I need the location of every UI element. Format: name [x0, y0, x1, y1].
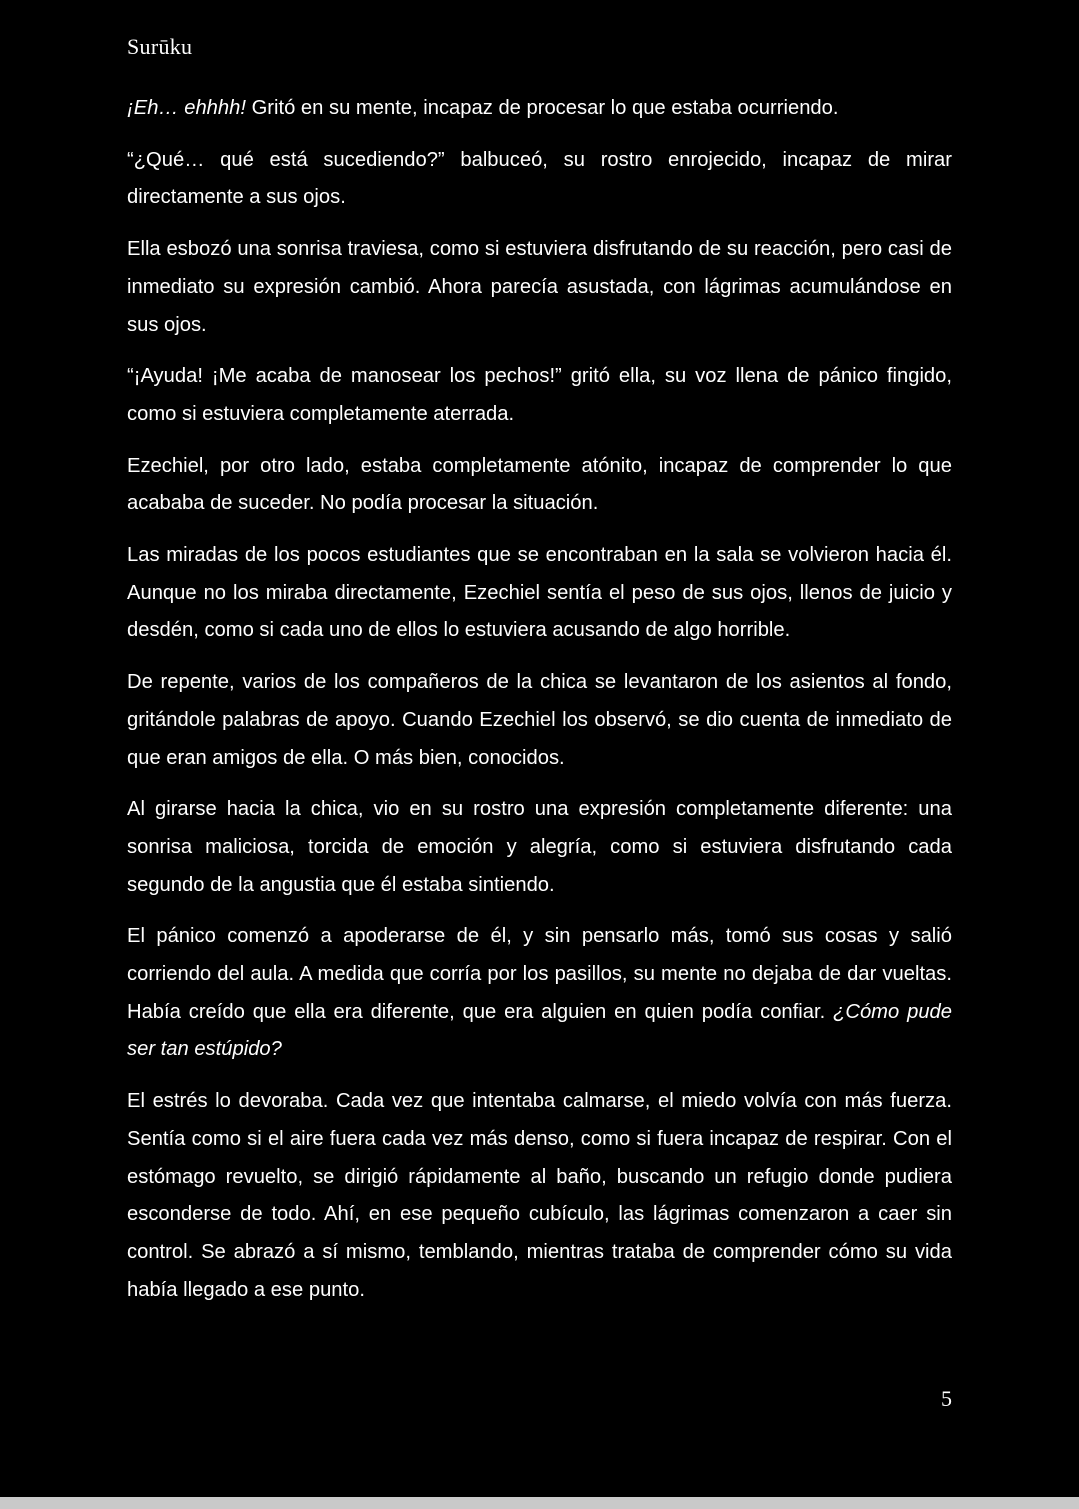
paragraph: “¿Qué… qué está sucediendo?” balbuceó, su rostro enrojecido, incapaz de mirar directamente a sus ojos. — [127, 148, 952, 209]
paragraph: Ezechiel, por otro lado, estaba completamente atónito, incapaz de comprender lo que acababa de suceder. No podía procesar la situación. — [127, 454, 952, 515]
paragraph: El estrés lo devoraba. Cada vez que intentaba calmarse, el miedo volvía con más fuerza. Sentía como si el aire fuera cada vez más denso, como si fuera incapaz de respirar. Con el estómago revuelto, se dirigió rápidamente al baño, buscando un refugio donde pudiera esconderse de todo. Ahí, en ese pequeño cubículo, las lágrimas comenzaron a caer sin control. Se abrazó a sí mismo, temblando, mientras trataba de comprender cómo su vida había llegado a ese punto. — [127, 1090, 952, 1301]
paragraph-text: El pánico comenzó a apoderarse de él, y sin pensarlo más, tomó sus cosas y salió corriendo del aula. A medida que corría por los pasillos, su mente no dejaba de dar vueltas. Había creído que ella era diferente, que era alguien en quien podía confiar. — [127, 925, 952, 1023]
paragraph: De repente, varios de los compañeros de la chica se levantaron de los asientos al fondo, gritándole palabras de apoyo. Cuando Ezechiel los observó, se dio cuenta de inmediato de que eran amigos de ella. O más bien, conocidos. — [127, 671, 952, 769]
paragraph-text: Gritó en su mente, incapaz de procesar lo que estaba ocurriendo. — [245, 97, 839, 119]
paragraph: Las miradas de los pocos estudiantes que se encontraban en la sala se volvieron hacia él. Aunque no los miraba directamente, Ezechiel sentía el peso de sus ojos, llenos de juicio y desdén, como si cada uno de ellos lo estuviera acusando de algo horrible. — [127, 544, 952, 642]
italic-thought: ¿Cómo pude ser tan estúpido? — [127, 1000, 952, 1061]
paragraph: Ella esbozó una sonrisa traviesa, como si estuviera disfrutando de su reacción, pero casi de inmediato su expresión cambió. Ahora parecía asustada, con lágrimas acumulándose en sus ojos. — [127, 238, 952, 336]
italic-thought: ¡Eh… ehhhh! — [127, 97, 246, 119]
paragraph — [127, 918, 952, 1069]
body-text — [127, 90, 952, 1323]
paragraph — [127, 90, 952, 128]
page-number: 5 — [941, 1386, 952, 1411]
running-header-title: Surūku — [127, 34, 193, 59]
paragraph: Al girarse hacia la chica, vio en su rostro una expresión completamente diferente: una sonrisa maliciosa, torcida de emoción y alegría, como si estuviera disfrutando cada segundo de la angustia que él estaba sintiendo. — [127, 798, 952, 896]
paragraph: “¡Ayuda! ¡Me acaba de manosear los pechos!” gritó ella, su voz llena de pánico fingido, como si estuviera completamente aterrada. — [127, 365, 952, 425]
